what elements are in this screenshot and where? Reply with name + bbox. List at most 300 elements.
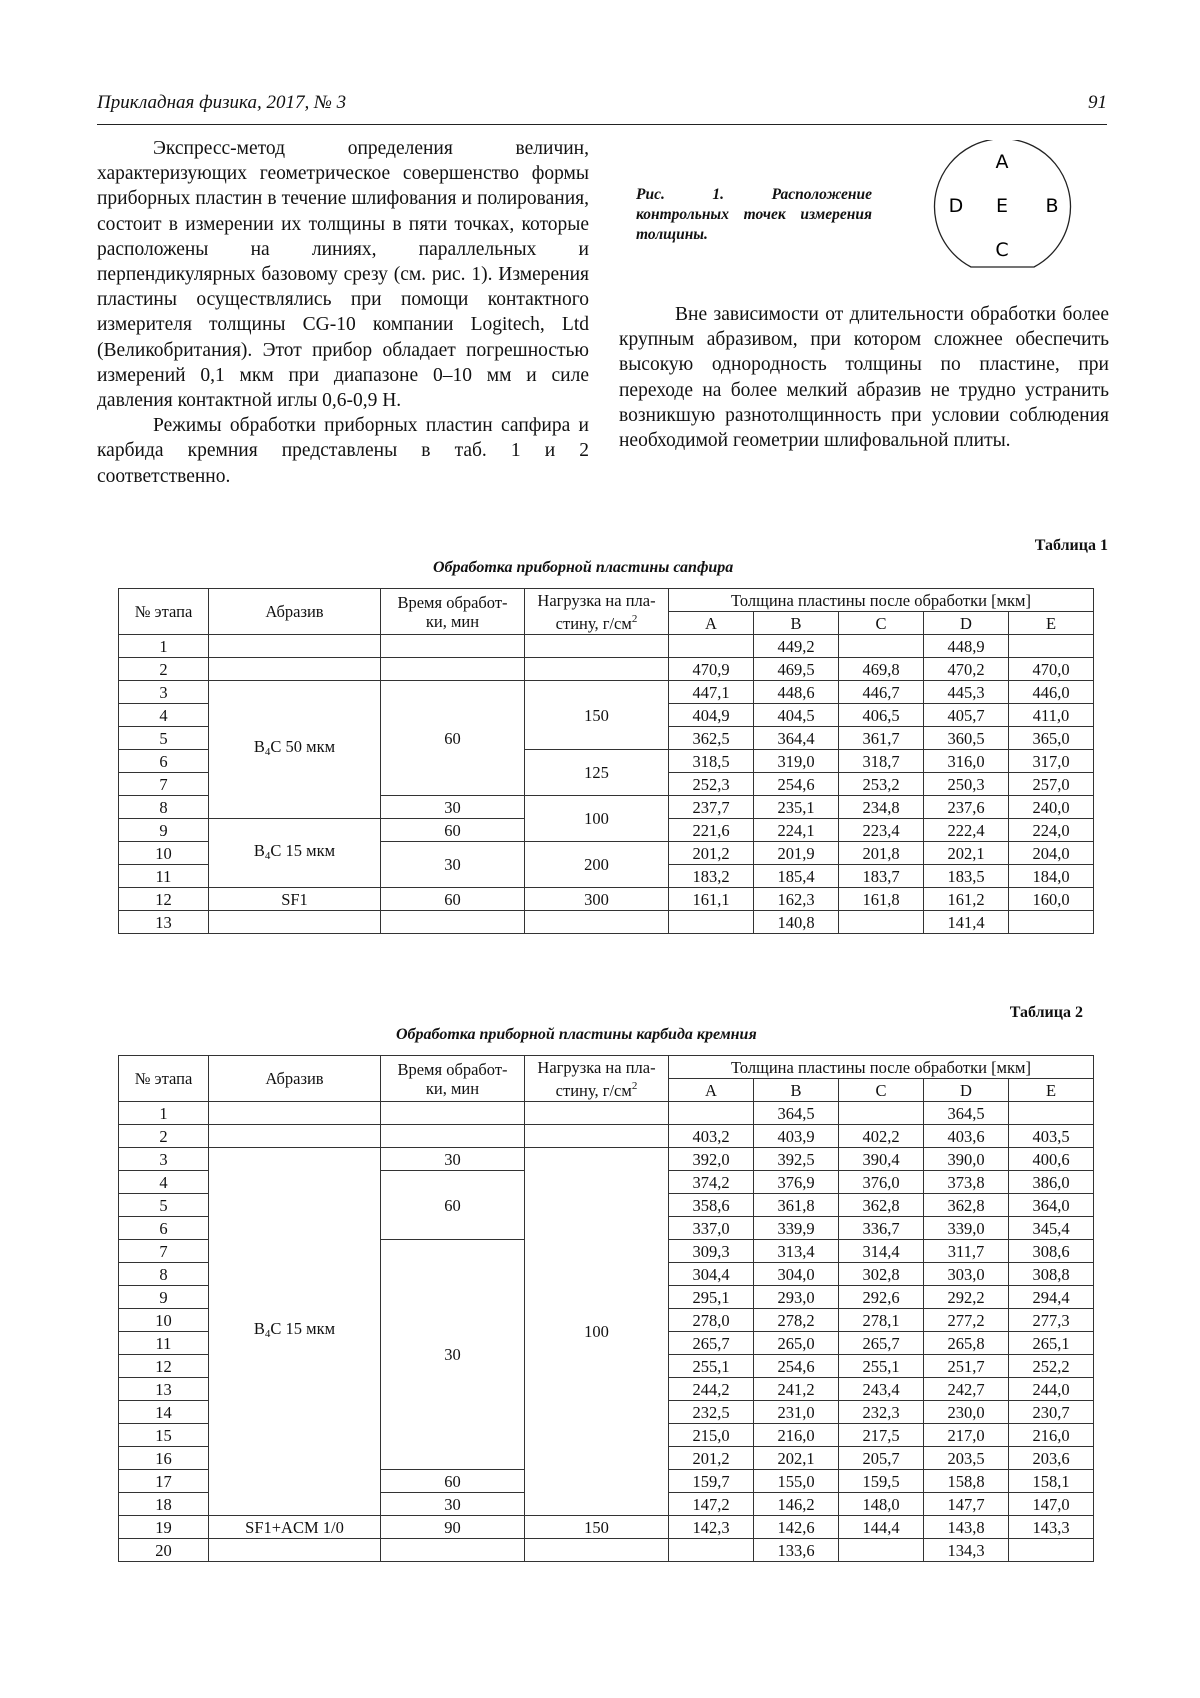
time-cell: 60 [381, 819, 525, 842]
figure-caption: Рис. 1. Расположение контрольных точек измерения толщины. [636, 186, 872, 243]
stage-cell: 14 [119, 1401, 209, 1424]
thickness-cell: 318,7 [839, 750, 924, 773]
thickness-cell: 308,6 [1009, 1240, 1094, 1263]
thickness-cell: 446,7 [839, 681, 924, 704]
time-cell: 60 [381, 1171, 525, 1240]
stage-cell: 9 [119, 1286, 209, 1309]
thickness-cell: 364,5 [754, 1102, 839, 1125]
superscript: 2 [631, 612, 638, 625]
time-cell [381, 658, 525, 681]
thickness-cell: 358,6 [669, 1194, 754, 1217]
table-row [119, 911, 1094, 934]
thickness-cell: 404,5 [754, 704, 839, 727]
thickness-cell: 134,3 [924, 1539, 1009, 1562]
thickness-cell: 162,3 [754, 888, 839, 911]
stage-cell: 15 [119, 1424, 209, 1447]
point-label-c: C [995, 239, 1009, 261]
thickness-cell: 361,7 [839, 727, 924, 750]
thickness-cell: 469,8 [839, 658, 924, 681]
thickness-cell [1009, 911, 1094, 934]
point-label-b: B [1045, 195, 1059, 217]
thickness-cell: 143,8 [924, 1516, 1009, 1539]
paragraph: Вне зависимости от длительности обработки более крупным абразивом, при котором сложнее обеспечить высокую однородность толщины по пластине, при переходе на более мелкий абразив не трудно устранить возникшую разнотолщинность при условии соблюдения необходимой геометрии шлифовальной плиты. [619, 304, 1109, 452]
thickness-cell [669, 635, 754, 658]
abrasive-name: B [253, 737, 265, 756]
thickness-cell: 222,4 [924, 819, 1009, 842]
stage-cell: 18 [119, 1493, 209, 1516]
col-header-point: C [839, 612, 924, 635]
thickness-cell: 202,1 [924, 842, 1009, 865]
col-header-point: C [839, 1079, 924, 1102]
abrasive-cell [209, 635, 381, 658]
thickness-cell: 159,5 [839, 1470, 924, 1493]
load-cell [525, 635, 669, 658]
thickness-cell: 313,4 [754, 1240, 839, 1263]
thickness-cell [1009, 635, 1094, 658]
thickness-cell [669, 1539, 754, 1562]
subscript: 4 [264, 1328, 271, 1340]
thickness-cell: 184,0 [1009, 865, 1094, 888]
thickness-cell [839, 1539, 924, 1562]
table-row [119, 635, 1094, 658]
thickness-cell: 317,0 [1009, 750, 1094, 773]
stage-cell: 20 [119, 1539, 209, 1562]
thickness-cell: 278,0 [669, 1309, 754, 1332]
thickness-cell: 277,3 [1009, 1309, 1094, 1332]
time-cell: 90 [381, 1516, 525, 1539]
stage-cell: 3 [119, 1148, 209, 1171]
paragraph: Экспресс-метод определения величин, характеризующих геометрическое совершенство формы приборных пластин в течение шлифования и полирования, состоит в измерении их толщины в пяти точках, которые расположены на линиях, параллельных и перпендикулярных базовому срезу (см. рис. 1). Измерения пластины осуществлялись при помощи контактного измерителя толщины CG-10 компании Logitech, Ltd (Великобритания). Этот прибор обладает погрешностью измерений 0,1 мкм при диапазоне 0–10 мм и силе давления контактной иглы 0,6-0,9 Н. [97, 138, 589, 412]
time-cell: 60 [381, 888, 525, 911]
thickness-cell: 392,5 [754, 1148, 839, 1171]
thickness-cell: 278,1 [839, 1309, 924, 1332]
table-row [119, 1102, 1094, 1125]
thickness-cell: 147,2 [669, 1493, 754, 1516]
abrasive-name-rest: C 15 мкм [270, 840, 336, 860]
time-cell: 60 [381, 1470, 525, 1493]
thickness-cell: 336,7 [839, 1217, 924, 1240]
table-row [119, 1539, 1094, 1562]
thickness-cell: 142,6 [754, 1516, 839, 1539]
stage-cell: 7 [119, 773, 209, 796]
figure-1 [636, 140, 1106, 290]
col-header-load-line: Нагрузка на пла- [537, 1057, 656, 1077]
time-cell [381, 1125, 525, 1148]
col-header-point: D [924, 612, 1009, 635]
thickness-cell: 216,0 [754, 1424, 839, 1447]
table-row [119, 681, 1094, 704]
col-header-stage: № этапа [119, 1056, 209, 1102]
thickness-cell: 252,3 [669, 773, 754, 796]
stage-cell: 2 [119, 1125, 209, 1148]
thickness-cell: 185,4 [754, 865, 839, 888]
thickness-cell: 402,2 [839, 1125, 924, 1148]
thickness-cell: 202,1 [754, 1447, 839, 1470]
thickness-cell: 314,4 [839, 1240, 924, 1263]
stage-cell: 4 [119, 704, 209, 727]
time-cell [381, 1102, 525, 1125]
thickness-cell: 244,0 [1009, 1378, 1094, 1401]
load-cell: 125 [525, 750, 669, 796]
thickness-cell: 201,9 [754, 842, 839, 865]
thickness-cell: 362,8 [924, 1194, 1009, 1217]
stage-cell: 13 [119, 911, 209, 934]
subscript: 4 [264, 849, 271, 862]
thickness-cell: 240,0 [1009, 796, 1094, 819]
thickness-cell: 251,7 [924, 1355, 1009, 1378]
thickness-cell: 295,1 [669, 1286, 754, 1309]
thickness-cell: 386,0 [1009, 1171, 1094, 1194]
col-header-load [525, 1056, 669, 1102]
time-cell: 30 [381, 796, 525, 819]
thickness-cell: 223,4 [839, 819, 924, 842]
thickness-cell: 364,0 [1009, 1194, 1094, 1217]
thickness-cell: 205,7 [839, 1447, 924, 1470]
abrasive-cell [209, 658, 381, 681]
superscript: 2 [631, 1079, 638, 1092]
thickness-cell: 144,4 [839, 1516, 924, 1539]
thickness-cell: 292,6 [839, 1286, 924, 1309]
thickness-cell: 231,0 [754, 1401, 839, 1424]
stage-cell: 6 [119, 750, 209, 773]
thickness-cell: 216,0 [1009, 1424, 1094, 1447]
thickness-cell: 232,5 [669, 1401, 754, 1424]
col-header-load-line: Нагрузка на пла- [537, 590, 656, 610]
thickness-cell: 234,8 [839, 796, 924, 819]
abrasive-cell [209, 681, 381, 819]
thickness-cell: 161,8 [839, 888, 924, 911]
thickness-cell: 183,2 [669, 865, 754, 888]
thickness-cell: 254,6 [754, 773, 839, 796]
thickness-cell: 448,6 [754, 681, 839, 704]
thickness-cell [1009, 1539, 1094, 1562]
thickness-cell: 250,3 [924, 773, 1009, 796]
thickness-cell: 304,4 [669, 1263, 754, 1286]
thickness-cell: 293,0 [754, 1286, 839, 1309]
abrasive-cell [209, 1102, 381, 1125]
thickness-cell: 161,1 [669, 888, 754, 911]
running-header [97, 92, 1107, 125]
thickness-cell: 470,2 [924, 658, 1009, 681]
thickness-cell: 337,0 [669, 1217, 754, 1240]
thickness-cell: 448,9 [924, 635, 1009, 658]
col-header-time-line: Время обработ- [397, 1059, 508, 1079]
load-cell [525, 1102, 669, 1125]
stage-cell: 1 [119, 635, 209, 658]
col-header-load-line: стину, г/см [555, 1080, 632, 1100]
col-header-time [381, 589, 525, 635]
stage-cell: 10 [119, 1309, 209, 1332]
col-header-point: B [754, 1079, 839, 1102]
load-cell: 200 [525, 842, 669, 888]
abrasive-cell [209, 819, 381, 888]
thickness-cell: 142,3 [669, 1516, 754, 1539]
col-header-time-line: Время обработ- [397, 592, 508, 612]
stage-cell: 7 [119, 1240, 209, 1263]
thickness-cell: 254,6 [754, 1355, 839, 1378]
stage-cell: 17 [119, 1470, 209, 1493]
thickness-cell: 403,2 [669, 1125, 754, 1148]
thickness-cell [839, 911, 924, 934]
thickness-cell: 201,2 [669, 1447, 754, 1470]
point-label-d: D [948, 195, 964, 217]
table-2-label: Таблица 2 [1009, 1004, 1083, 1021]
table-1-label: Таблица 1 [1034, 537, 1108, 554]
time-cell: 30 [381, 1148, 525, 1171]
thickness-cell: 155,0 [754, 1470, 839, 1493]
thickness-cell: 449,2 [754, 635, 839, 658]
thickness-cell: 362,8 [839, 1194, 924, 1217]
thickness-cell: 292,2 [924, 1286, 1009, 1309]
thickness-cell: 361,8 [754, 1194, 839, 1217]
stage-cell: 12 [119, 1355, 209, 1378]
thickness-cell: 148,0 [839, 1493, 924, 1516]
stage-cell: 19 [119, 1516, 209, 1539]
stage-cell: 11 [119, 865, 209, 888]
thickness-cell: 143,3 [1009, 1516, 1094, 1539]
col-header-stage: № этапа [119, 589, 209, 635]
table-1 [118, 588, 1094, 934]
load-cell: 150 [525, 1516, 669, 1539]
abrasive-cell: SF1+ACM 1/0 [209, 1516, 381, 1539]
col-header-point: E [1009, 612, 1094, 635]
table-2-caption: Обработка приборной пластины карбида кремния [396, 1026, 757, 1043]
thickness-cell: 339,0 [924, 1217, 1009, 1240]
thickness-cell: 215,0 [669, 1424, 754, 1447]
thickness-cell: 146,2 [754, 1493, 839, 1516]
stage-cell: 2 [119, 658, 209, 681]
time-cell: 60 [381, 681, 525, 796]
left-column-text [97, 136, 589, 489]
stage-cell: 13 [119, 1378, 209, 1401]
thickness-cell: 241,2 [754, 1378, 839, 1401]
thickness-cell: 392,0 [669, 1148, 754, 1171]
thickness-cell: 204,0 [1009, 842, 1094, 865]
stage-cell: 8 [119, 1263, 209, 1286]
thickness-cell: 400,6 [1009, 1148, 1094, 1171]
thickness-cell: 255,1 [669, 1355, 754, 1378]
abrasive-cell: SF1 [209, 888, 381, 911]
stage-cell: 16 [119, 1447, 209, 1470]
thickness-cell: 221,6 [669, 819, 754, 842]
col-header-abrasive: Абразив [209, 1056, 381, 1102]
thickness-cell: 339,9 [754, 1217, 839, 1240]
point-label-e: E [995, 195, 1009, 217]
thickness-cell: 224,1 [754, 819, 839, 842]
col-header-point: A [669, 612, 754, 635]
thickness-cell: 235,1 [754, 796, 839, 819]
thickness-cell: 159,7 [669, 1470, 754, 1493]
thickness-cell: 365,0 [1009, 727, 1094, 750]
thickness-cell: 374,2 [669, 1171, 754, 1194]
time-cell [381, 911, 525, 934]
thickness-cell: 360,5 [924, 727, 1009, 750]
thickness-cell: 203,6 [1009, 1447, 1094, 1470]
thickness-cell: 294,4 [1009, 1286, 1094, 1309]
col-header-point: E [1009, 1079, 1094, 1102]
col-header-point: B [754, 612, 839, 635]
thickness-cell: 237,6 [924, 796, 1009, 819]
wafer-diagram [926, 140, 1076, 280]
thickness-cell [669, 1102, 754, 1125]
thickness-cell: 224,0 [1009, 819, 1094, 842]
stage-cell: 8 [119, 796, 209, 819]
abrasive-cell [209, 1148, 381, 1516]
thickness-cell: 161,2 [924, 888, 1009, 911]
thickness-cell: 232,3 [839, 1401, 924, 1424]
thickness-cell: 309,3 [669, 1240, 754, 1263]
thickness-cell: 373,8 [924, 1171, 1009, 1194]
stage-cell: 5 [119, 727, 209, 750]
thickness-cell: 364,5 [924, 1102, 1009, 1125]
table-2 [118, 1055, 1094, 1562]
col-header-load [525, 589, 669, 635]
col-header-time [381, 1056, 525, 1102]
right-column-text [619, 302, 1109, 453]
thickness-cell: 390,4 [839, 1148, 924, 1171]
table-row [119, 1516, 1094, 1539]
abrasive-name-rest: C 15 мкм [270, 1319, 336, 1338]
thickness-cell: 470,9 [669, 658, 754, 681]
paragraph: Режимы обработки приборных пластин сапфира и карбида кремния представлены в таб. 1 и 2 соответственно. [97, 415, 589, 487]
thickness-cell: 201,2 [669, 842, 754, 865]
thickness-cell: 237,7 [669, 796, 754, 819]
abrasive-cell [209, 1125, 381, 1148]
time-cell: 30 [381, 1493, 525, 1516]
thickness-cell: 147,0 [1009, 1493, 1094, 1516]
thickness-cell: 390,0 [924, 1148, 1009, 1171]
point-label-a: A [995, 151, 1009, 173]
time-cell [381, 635, 525, 658]
thickness-cell: 265,7 [839, 1332, 924, 1355]
thickness-cell: 278,2 [754, 1309, 839, 1332]
thickness-cell: 140,8 [754, 911, 839, 934]
thickness-cell: 158,1 [1009, 1470, 1094, 1493]
thickness-cell: 406,5 [839, 704, 924, 727]
abrasive-name-rest: C 50 мкм [270, 737, 336, 756]
thickness-cell: 265,8 [924, 1332, 1009, 1355]
thickness-cell: 242,7 [924, 1378, 1009, 1401]
abrasive-name: B [253, 840, 265, 860]
thickness-cell: 277,2 [924, 1309, 1009, 1332]
thickness-cell: 376,0 [839, 1171, 924, 1194]
header-row [119, 589, 1094, 612]
thickness-cell [839, 635, 924, 658]
thickness-cell: 318,5 [669, 750, 754, 773]
thickness-cell: 141,4 [924, 911, 1009, 934]
thickness-cell: 183,5 [924, 865, 1009, 888]
col-header-thickness: Толщина пластины после обработки [мкм] [669, 1056, 1094, 1079]
thickness-cell: 304,0 [754, 1263, 839, 1286]
thickness-cell: 201,8 [839, 842, 924, 865]
thickness-cell: 265,0 [754, 1332, 839, 1355]
stage-cell: 5 [119, 1194, 209, 1217]
col-header-load-line: стину, г/см [555, 613, 632, 633]
thickness-cell: 302,8 [839, 1263, 924, 1286]
thickness-cell: 244,2 [669, 1378, 754, 1401]
journal-title: Прикладная физика, 2017, № 3 [97, 92, 347, 113]
thickness-cell: 376,9 [754, 1171, 839, 1194]
stage-cell: 3 [119, 681, 209, 704]
thickness-cell: 403,6 [924, 1125, 1009, 1148]
load-cell: 100 [525, 1148, 669, 1516]
table-row [119, 1148, 1094, 1171]
time-cell: 30 [381, 1240, 525, 1470]
header-row [119, 1056, 1094, 1079]
stage-cell: 9 [119, 819, 209, 842]
thickness-cell: 203,5 [924, 1447, 1009, 1470]
thickness-cell: 255,1 [839, 1355, 924, 1378]
thickness-cell: 230,7 [1009, 1401, 1094, 1424]
stage-cell: 12 [119, 888, 209, 911]
load-cell: 100 [525, 796, 669, 842]
stage-cell: 4 [119, 1171, 209, 1194]
col-header-abrasive: Абразив [209, 589, 381, 635]
thickness-cell: 470,0 [1009, 658, 1094, 681]
thickness-cell: 364,4 [754, 727, 839, 750]
load-cell [525, 1125, 669, 1148]
stage-cell: 10 [119, 842, 209, 865]
page-number: 91 [1088, 92, 1107, 113]
thickness-cell: 253,2 [839, 773, 924, 796]
thickness-cell: 445,3 [924, 681, 1009, 704]
col-header-time-line: ки, мин [425, 1078, 480, 1098]
stage-cell: 1 [119, 1102, 209, 1125]
thickness-cell: 446,0 [1009, 681, 1094, 704]
thickness-cell: 147,7 [924, 1493, 1009, 1516]
thickness-cell: 265,1 [1009, 1332, 1094, 1355]
table-row [119, 888, 1094, 911]
time-cell [381, 1539, 525, 1562]
thickness-cell: 403,9 [754, 1125, 839, 1148]
thickness-cell: 403,5 [1009, 1125, 1094, 1148]
thickness-cell: 362,5 [669, 727, 754, 750]
thickness-cell: 217,0 [924, 1424, 1009, 1447]
thickness-cell: 311,7 [924, 1240, 1009, 1263]
thickness-cell [669, 911, 754, 934]
thickness-cell: 405,7 [924, 704, 1009, 727]
load-cell [525, 1539, 669, 1562]
thickness-cell: 319,0 [754, 750, 839, 773]
load-cell: 150 [525, 681, 669, 750]
table-row [119, 1125, 1094, 1148]
col-header-point: D [924, 1079, 1009, 1102]
table-1-caption: Обработка приборной пластины сапфира [433, 559, 734, 576]
thickness-cell: 308,8 [1009, 1263, 1094, 1286]
table-row [119, 658, 1094, 681]
thickness-cell: 303,0 [924, 1263, 1009, 1286]
col-header-time-line: ки, мин [425, 611, 480, 631]
thickness-cell: 158,8 [924, 1470, 1009, 1493]
abrasive-cell [209, 1539, 381, 1562]
thickness-cell: 447,1 [669, 681, 754, 704]
thickness-cell: 217,5 [839, 1424, 924, 1447]
thickness-cell: 404,9 [669, 704, 754, 727]
thickness-cell: 411,0 [1009, 704, 1094, 727]
subscript: 4 [264, 746, 271, 758]
abrasive-name: B [253, 1319, 265, 1338]
col-header-thickness: Толщина пластины после обработки [мкм] [669, 589, 1094, 612]
thickness-cell: 183,7 [839, 865, 924, 888]
abrasive-cell [209, 911, 381, 934]
load-cell: 300 [525, 888, 669, 911]
col-header-point: A [669, 1079, 754, 1102]
stage-cell: 11 [119, 1332, 209, 1355]
thickness-cell: 265,7 [669, 1332, 754, 1355]
thickness-cell: 160,0 [1009, 888, 1094, 911]
thickness-cell: 243,4 [839, 1378, 924, 1401]
stage-cell: 6 [119, 1217, 209, 1240]
